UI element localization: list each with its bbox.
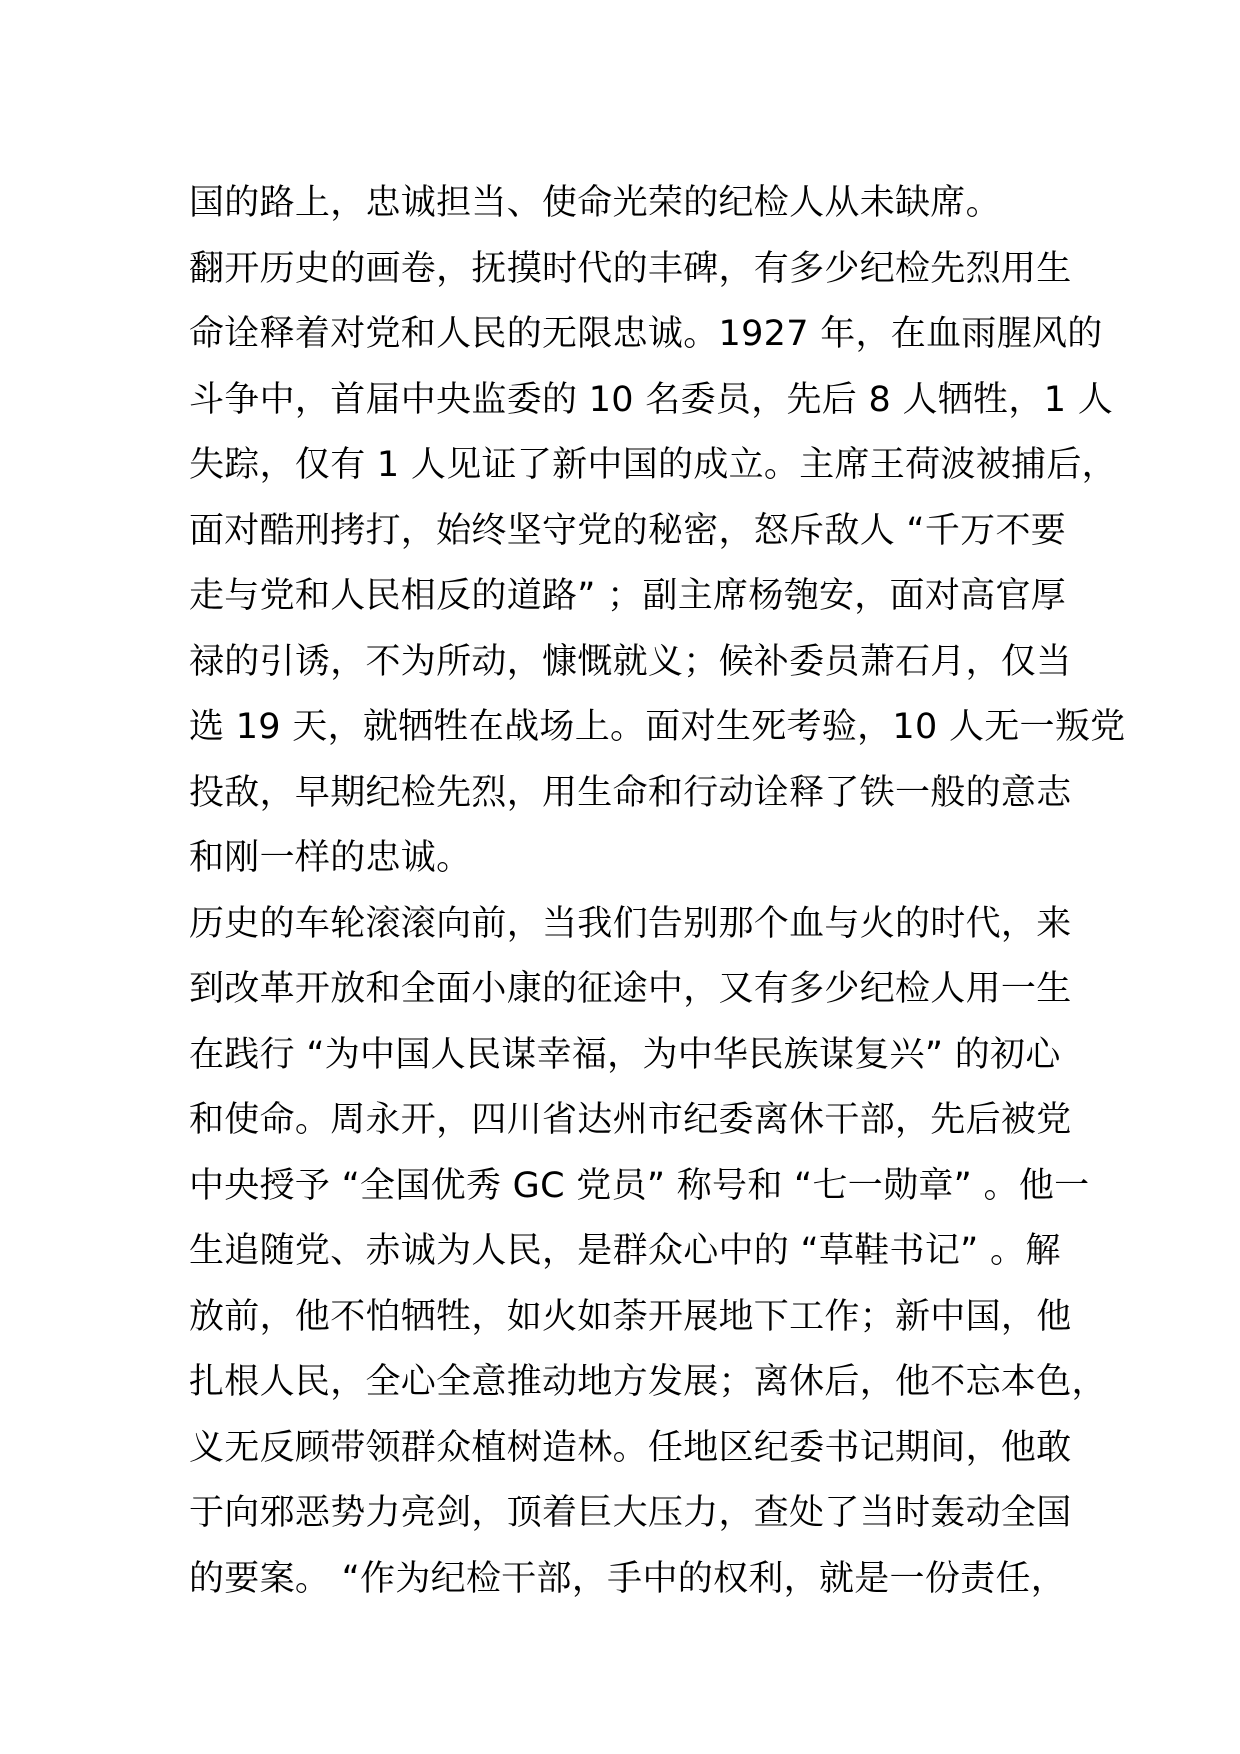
text-line: 走与党和人民相反的道路” ；副主席杨匏安，面对高官厚 xyxy=(189,576,1067,616)
text-line: 失踪，仅有 1 人见证了新中国的成立。主席王荷波被捕后， xyxy=(189,445,1117,485)
text-line: 的要案。 “作为纪检干部，手中的权利，就是一份责任， xyxy=(189,1558,1067,1599)
text-line: 翻开历史的画卷，抚摸时代的丰碑，有多少纪检先烈用生 xyxy=(189,248,1072,289)
text-line: 选 19 天，就牺牲在战场上。面对生死考验，10 人无一叛党 xyxy=(189,707,1126,747)
text-line: 到改革开放和全面小康的征途中，又有多少纪检人用一生 xyxy=(189,969,1072,1009)
document-body xyxy=(189,171,1126,1612)
text-line: 和刚一样的忠诚。 xyxy=(189,838,472,878)
text-line: 历史的车轮滚滚向前，当我们告别那个血与火的时代，来 xyxy=(189,903,1072,944)
text-line: 投敌，早期纪检先烈，用生命和行动诠释了铁一般的意志 xyxy=(189,772,1072,813)
text-line: 国的路上，忠诚担当、使命光荣的纪检人从未缺席。 xyxy=(189,183,1001,223)
text-line: 和使命。周永开，四川省达州市纪委离休干部，先后被党 xyxy=(189,1100,1072,1140)
text-line: 在践行 “为中国人民谋幸福，为中华民族谋复兴” 的初心 xyxy=(189,1034,1061,1075)
text-line: 放前，他不怕牺牲，如火如荼开展地下工作；新中国，他 xyxy=(189,1296,1072,1337)
text-line: 斗争中，首届中央监委的 10 名委员，先后 8 人牺牲，1 人 xyxy=(189,379,1114,420)
text-line: 于向邪恶势力亮剑，顶着巨大压力，查处了当时轰动全国 xyxy=(189,1493,1072,1533)
text-line: 面对酷刑拷打，始终坚守党的秘密，怒斥敌人 “千万不要 xyxy=(189,510,1067,551)
text-line: 生追随党、赤诚为人民，是群众心中的 “草鞋书记” 。解 xyxy=(189,1231,1061,1271)
text-line: 义无反顾带领群众植树造林。任地区纪委书记期间，他敢 xyxy=(189,1427,1072,1468)
text-line: 扎根人民，全心全意推动地方发展；离休后，他不忘本色， xyxy=(189,1362,1107,1402)
text-line: 禄的引诱，不为所动，慷慨就义；候补委员萧石月，仅当 xyxy=(189,641,1072,682)
text-line: 命诠释着对党和人民的无限忠诚。1927 年，在血雨腥风的 xyxy=(189,314,1103,354)
text-line: 中央授予 “全国优秀 GC 党员” 称号和 “七一勋章” 。他一 xyxy=(189,1165,1090,1206)
